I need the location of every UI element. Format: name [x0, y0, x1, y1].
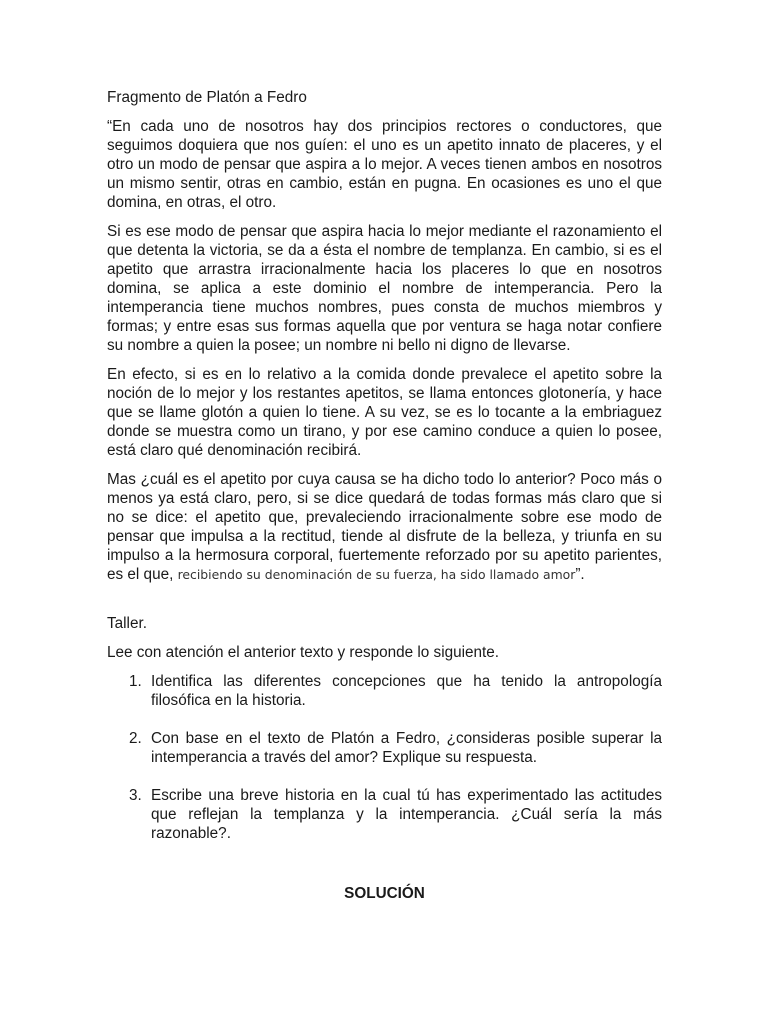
question-item	[107, 729, 662, 767]
document-page	[107, 88, 662, 918]
paragraph-4-end: ”.	[575, 566, 585, 583]
solution-heading: SOLUCIÓN	[344, 885, 425, 902]
question-text: Escribe una breve historia en la cual tú has experimentado las actitudes que reflejan la templanza y la intemperancia. ¿Cuál sería la más razonable?.	[151, 787, 662, 842]
question-text: Con base en el texto de Platón a Fedro, ¿consideras posible superar la intemperancia a través del amor? Explique su respuesta.	[151, 730, 662, 766]
taller-instruction: Lee con atención el anterior texto y responde lo siguiente.	[107, 644, 500, 661]
paragraph-4-main: Mas ¿cuál es el apetito por cuya causa se ha dicho todo lo anterior? Poco más o menos ya está claro, pero, si se dice quedará de todas formas más claro que si no se dice: el apetito que, prevaleciendo irracionalmente sobre ese modo de pensar que impulsa a la rectitud, tiende al disfrute de la belleza, y triunfa en su impulso a la hermosura corporal, fuertemente reforzado por su apetito parientes, es el que,	[107, 471, 662, 583]
question-item	[107, 786, 662, 843]
taller-section	[107, 614, 662, 843]
paragraph-2: Si es ese modo de pensar que aspira hacia lo mejor mediante el razonamiento el que detenta la victoria, se da a ésta el nombre de templanza. En cambio, si es el apetito que arrastra irracionalmente hacia los placeres lo que en nosotros domina, se aplica a este dominio el nombre de intemperancia. Pero la intemperancia tiene muchos nombres, pues consta de muchos miembros y formas; y entre esas sus formas aquella que por ventura se haga notar confiere su nombre a quien la posee; un nombre ni bello ni digno de llevarse.	[107, 223, 662, 354]
question-number: 1.	[129, 673, 142, 690]
question-number: 2.	[129, 730, 142, 747]
question-text: Identifica las diferentes concepciones que ha tenido la antropología filosófica en la historia.	[151, 673, 662, 709]
paragraph-1: “En cada uno de nosotros hay dos principios rectores o conductores, que seguimos doquiera que nos guíen: el uno es un apetito innato de placeres, y el otro un modo de pensar que aspira a lo mejor. A veces tienen ambos en nosotros un mismo sentir, otras en cambio, están en pugna. En ocasiones es uno el que domina, en otras, el otro.	[107, 118, 662, 211]
question-item	[107, 672, 662, 710]
taller-title: Taller.	[107, 615, 147, 632]
question-number: 3.	[129, 787, 142, 804]
paragraph-4-alt-font: recibiendo su denominación de su fuerza, ha sido llamado amor	[177, 567, 576, 582]
question-list	[107, 672, 662, 843]
document-title: Fragmento de Platón a Fedro	[107, 89, 307, 106]
paragraph-3: En efecto, si es en lo relativo a la comida donde prevalece el apetito sobre la noción de lo mejor y los restantes apetitos, se llama entonces glotonería, y hace que se llame glotón a quien lo tiene. A su vez, se es lo tocante a la embriaguez donde se muestra como un tirano, y por ese camino conduce a quien lo posee, está claro qué denominación recibirá.	[107, 366, 662, 459]
paragraph-4	[107, 470, 662, 584]
